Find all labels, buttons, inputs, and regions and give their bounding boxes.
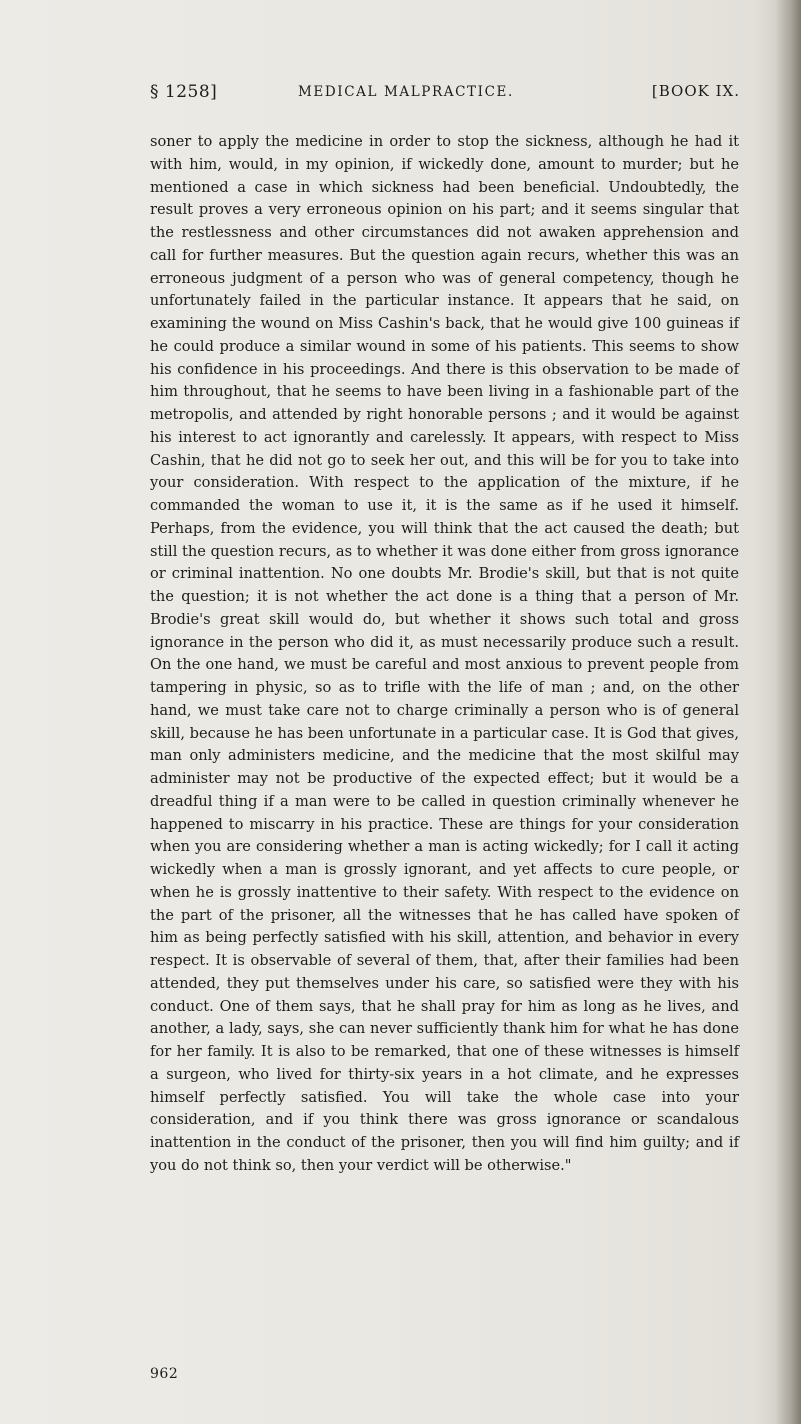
page-edge-shadow <box>775 0 801 1424</box>
running-title: MEDICAL MALPRACTICE. <box>298 84 514 100</box>
body-paragraph: soner to apply the medicine in order to stop the sickness, although he had it with him, would, in my opinion, if wickedly done, amount to murder; but he mentioned a case in which sickness had been beneficial. Undoubtedly, the result proves a very erroneous opinion on his part; and it seems singular that the restlessness and other circumstances did not awaken apprehension and call for further measures. But the question again recurs, whether this was an erroneous judgment of a person who was of general competency, though he unfortunately failed in the particular instance. It appears that he said, on examining the wound on Miss Cashin's back, that he would give 100 guineas if he could produce a similar wound in some of his patients. This seems to show his confidence in his proceedings. And there is this observation to be made of him throughout, that he seems to have been living in a fashionable part of the metropolis, and attended by right honorable persons ; and it would be against his interest to act ignorantly and carelessly. It appears, with respect to Miss Cashin, that he did not go to seek her out, and this will be for you to take into your consideration. With respect to the application of the mixture, if he commanded the woman to use it, it is the same as if he used it himself. Perhaps, from the evidence, you will think that the act caused the death; but still the question recurs, as to whether it was done either from gross ignorance or criminal inattention. No one doubts Mr. Brodie's skill, but that is not quite the question; it is not whether the act done is a thing that a person of Mr. Brodie's great skill would do, but whether it shows such total and gross ignorance in the person who did it, as must necessarily produce such a result. On the one hand, we must be careful and most anxious to prevent people from tampering in physic, so as to trifle with the life of man ; and, on the other hand, we must take care not to charge criminally a person who is of general skill, because he has been unfortunate in a particular case. It is God that gives, man only administers medicine, and the medicine that the most skilful may administer may not be productive of the expected effect; but it would be a dreadful thing if a man were to be called in question criminally whenever he happened to miscarry in his practice. These are things for your consideration when you are considering whether a man is acting wickedly; for I call it acting wickedly when a man is grossly ignorant, and yet affects to cure people, or when he is grossly inattentive to their safety. With respect to the evidence on the part of the prisoner, all the witnesses that he has called have spoken of him as being perfectly satisfied with his skill, attention, and behavior in every respect. It is observable of several of them, that, after their families had been attended, they put themselves under his care, so satisfied were they with his conduct. One of them says, that he shall pray for him as long as he lives, and another, a lady, says, she can never sufficiently thank him for what he has done for her family. It is also to be remarked, that one of these witnesses is himself a surgeon, who lived for thirty-six years in a hot climate, and he expresses himself perfectly satisfied. You will take the whole case into your consideration, and if you think there was gross ignorance or scandalous inattention in the conduct of the prisoner, then you will find him guilty; and if you do not think so, then your verdict will be otherwise." <box>150 133 739 1174</box>
book-label: [BOOK IX. <box>651 82 740 100</box>
section-number: § 1258] <box>150 82 218 102</box>
running-header <box>150 82 740 112</box>
page-number: 962 <box>150 1366 179 1382</box>
